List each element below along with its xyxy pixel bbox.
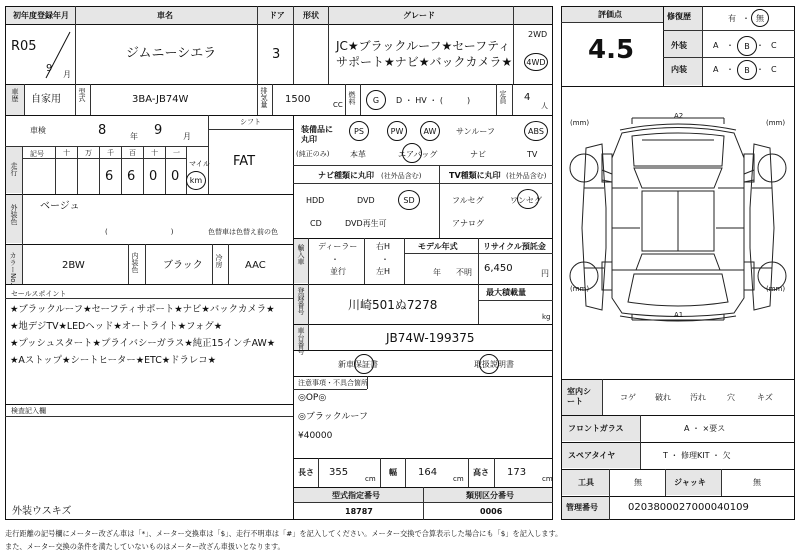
- repair-no-circle: [751, 9, 769, 27]
- max-load-unit: kg: [542, 313, 551, 321]
- spare-label: スペアタイヤ: [568, 451, 616, 460]
- color-paren: ( ): [105, 228, 174, 236]
- mileage-digit: 0: [149, 169, 158, 184]
- import-dealer: ディーラー: [318, 242, 358, 251]
- length-value: 355: [329, 467, 349, 478]
- selling-points-header: セールスポイント: [11, 290, 67, 298]
- mm-label-bl: (mm): [570, 285, 590, 293]
- displacement-label: 排気量: [260, 87, 268, 108]
- color-no-value: 2BW: [62, 260, 85, 271]
- manual-circle: [479, 354, 499, 374]
- equipment-item-circle: [420, 121, 440, 141]
- displacement-unit: CC: [333, 101, 343, 109]
- drive-2wd: 2WD: [528, 30, 548, 39]
- nav-sub: (社外品含む): [381, 172, 422, 180]
- max-load-label: 最大積載量: [486, 288, 526, 297]
- type-no-value1: 18787: [345, 507, 373, 516]
- grade-option: A: [713, 65, 719, 74]
- tools-value: 無: [634, 478, 642, 487]
- equipment-item: エアバッグ: [398, 150, 438, 159]
- tools-label: 工具: [578, 478, 594, 487]
- equipment-item: ナビ: [470, 150, 486, 159]
- repair-label: 修復歴: [667, 12, 691, 21]
- windshield-label: フロントガラス: [568, 424, 624, 433]
- grade-option: C: [771, 65, 777, 74]
- interior-color-value: ブラック: [163, 260, 203, 271]
- ac-label: 冷房: [215, 254, 223, 268]
- nav-header: ナビ種類に丸印: [318, 171, 374, 180]
- width-value: 164: [418, 467, 438, 478]
- mileage-digit-divider: [143, 146, 144, 194]
- mm-label-tl: (mm): [570, 119, 590, 127]
- width-unit: cm: [453, 475, 464, 483]
- grade-line2: サポート★ナビ★バックカメラ★: [336, 55, 513, 69]
- ac-value: AAC: [245, 260, 266, 271]
- category-label: 車歴: [11, 88, 19, 102]
- height-label: 高さ: [473, 468, 489, 477]
- mileage-digit-label: 一: [173, 149, 180, 157]
- color-note: 色替車は色替え前の色: [208, 228, 278, 236]
- first-reg-month: 9: [46, 63, 53, 74]
- import-right-h: 右H: [376, 242, 391, 251]
- selling-point-line: ★ブラックルーフ★セーフティサポート★ナビ★バックカメラ★: [10, 304, 275, 315]
- grade-option: B: [744, 41, 750, 51]
- drive-4wd: 4WD: [526, 57, 546, 67]
- first-reg-label: 初年度登録年月: [13, 11, 69, 20]
- registration-label: 登録番号: [297, 287, 305, 315]
- exterior-label: 外装: [671, 41, 687, 50]
- repair-yes: 有: [728, 14, 736, 23]
- mileage-digit-divider: [165, 146, 166, 194]
- spare-value: T ・ 修理KIT ・ 欠: [663, 451, 731, 460]
- mileage-label: 走行: [10, 162, 18, 176]
- mileage-digit: 0: [171, 169, 180, 184]
- model-year-value: 不明: [456, 268, 472, 277]
- model-label: 型式: [78, 88, 86, 102]
- score-label: 評価点: [598, 10, 622, 19]
- equipment-item: PS: [354, 126, 364, 136]
- color-value: ベージュ: [40, 201, 80, 212]
- mileage-digit-divider: [77, 146, 78, 194]
- import-left-h: 左H: [376, 267, 391, 276]
- model-value: 3BA-JB74W: [132, 94, 189, 105]
- mileage-digit-label: 百: [129, 149, 136, 157]
- grade-dot: ・: [726, 65, 734, 74]
- footer-line1: 走行距離の記号欄にメーター改ざん車は「*」、メーター交換車は「$」、走行不明車は「#」を記入してください。メーター交換で合算表示した場合にも「$」を記入します。: [5, 529, 563, 538]
- first-reg-month-unit: 月: [63, 70, 71, 79]
- seat-label: 室内シート: [567, 387, 591, 407]
- type-no-label2: 類別区分番号: [466, 491, 514, 500]
- tv-type-circle: [517, 189, 539, 209]
- width-label: 幅: [389, 468, 397, 477]
- diagram-a1: A1: [674, 311, 684, 319]
- grade-circle: [737, 36, 757, 56]
- equipment-item: TV: [527, 150, 538, 159]
- grade-circle: [737, 60, 757, 80]
- grade-option: A: [713, 41, 719, 50]
- mileage-digit-label: 十: [151, 149, 158, 157]
- tv-type: ワンセグ: [510, 196, 542, 205]
- equipment-item-circle: [387, 121, 407, 141]
- selling-point-line: ★Aストップ★シートヒーター★ETC★ドラレコ★: [10, 355, 217, 366]
- repair-no: 無: [756, 13, 764, 23]
- registration-value: 川崎501ぬ7278: [348, 298, 438, 312]
- inspection-month-unit: 月: [183, 132, 191, 141]
- type-no-value2: 0006: [480, 507, 503, 516]
- inspection-year-unit: 年: [130, 132, 138, 141]
- import-label: 輸入車: [297, 244, 305, 265]
- seat-item: 汚れ: [690, 393, 706, 402]
- equipment-item: ABS: [528, 126, 544, 136]
- displacement-value: 1500: [285, 94, 311, 105]
- category-value: 自家用: [31, 94, 61, 105]
- fuel-label: 燃料: [348, 91, 356, 105]
- inspection-year: 8: [98, 123, 107, 138]
- import-dot1: ・: [331, 255, 339, 264]
- seat-item: キズ: [757, 393, 773, 402]
- equipment-label: 装備品に丸印: [301, 125, 333, 145]
- chassis-value: JB74W-199375: [386, 331, 475, 345]
- selling-point-line: ★地デジTV★LEDヘッド★オートライト★フォグ★: [10, 321, 223, 332]
- inspector-value: 外装ウスキズ: [12, 506, 72, 517]
- equipment-item: 本革: [350, 150, 366, 159]
- chassis-label: 車台番号: [297, 327, 305, 355]
- grade-dot: ・: [756, 41, 764, 50]
- height-value: 173: [507, 467, 527, 478]
- seat-item: 穴: [727, 393, 735, 402]
- grade-line1: JC★ブラックルーフ★セーフティ: [336, 39, 511, 53]
- shift-label: シフト: [240, 118, 261, 126]
- new-car-warranty: 新車保証書: [338, 360, 378, 369]
- equipment-sub: (純正のみ): [296, 150, 330, 158]
- grade-option: C: [771, 41, 777, 50]
- drive-4wd-circle: [524, 53, 548, 71]
- interior-label: 内装: [671, 65, 687, 74]
- doors-value: 3: [272, 47, 281, 62]
- equipment-item: サンルーフ: [456, 127, 495, 136]
- door-label: ドア: [269, 11, 285, 20]
- height-unit: cm: [542, 475, 553, 483]
- seat-item: 破れ: [655, 393, 671, 402]
- mileage-digit-label: 千: [107, 149, 114, 157]
- mile-label: マイル: [189, 160, 210, 168]
- tv-header: TV種類に丸印: [449, 171, 501, 180]
- equipment-item: AW: [423, 126, 437, 136]
- grade-option: B: [744, 65, 750, 75]
- mgmt-label: 管理番号: [566, 503, 598, 512]
- shift-value: FAT: [233, 154, 256, 169]
- tv-type: アナログ: [452, 219, 484, 228]
- repair-dot: ・: [742, 14, 750, 23]
- score-value: 4.5: [588, 35, 635, 65]
- km-circle: [186, 171, 206, 190]
- equipment-item-circle: [524, 121, 548, 141]
- windshield-value: A ・ ×要ス: [684, 424, 726, 433]
- mileage-digit-label: 十: [63, 149, 70, 157]
- grade-dot: ・: [756, 65, 764, 74]
- mileage-digit: 6: [105, 169, 114, 184]
- import-dot2: ・: [381, 255, 389, 264]
- fuel-g-circle: [366, 90, 386, 110]
- first-reg-era: R05: [11, 39, 37, 54]
- grade-label: グレード: [403, 11, 435, 20]
- mileage-digit: 6: [127, 169, 136, 184]
- capacity-unit: 人: [541, 102, 548, 110]
- mileage-digit-label: 万: [85, 149, 92, 157]
- nav-type: HDD: [306, 196, 325, 205]
- notes-header: 注意事項・不具合箇所: [298, 379, 368, 387]
- nav-type: SD: [403, 195, 415, 205]
- interior-color-label: 内装色: [131, 252, 139, 273]
- mgmt-value: 0203800027000040109: [628, 502, 749, 513]
- car-name-label: 車名: [157, 11, 173, 20]
- inspection-month: 9: [154, 123, 163, 138]
- grade-dot: ・: [726, 41, 734, 50]
- capacity-label: 定員: [499, 90, 507, 104]
- recycle-unit: 円: [541, 269, 549, 278]
- mileage-digit-divider: [99, 146, 100, 194]
- model-year-label: モデル年式: [418, 242, 458, 251]
- import-parallel: 並行: [330, 267, 346, 276]
- car-diagram: [562, 88, 794, 378]
- car-name-value: ジムニーシエラ: [126, 46, 217, 61]
- tv-type: フルセグ: [452, 196, 484, 205]
- new-car-warranty-circle: [354, 354, 374, 374]
- tv-sub: (社外品含む): [506, 172, 547, 180]
- recycle-value: 6,450: [484, 263, 513, 274]
- inspector-header: 検査記入欄: [11, 407, 46, 415]
- shape-label: 形状: [303, 11, 319, 20]
- color-label: 外装色: [10, 204, 18, 225]
- manual: 取扱説明書: [474, 360, 514, 369]
- fuel-options: D ・ HV ・ ( ): [396, 96, 471, 105]
- footer-line2: また、メーター交換の条件を満たしていないものはメーター改ざん車扱いとなります。: [5, 542, 285, 551]
- notes-line2: ◎ブラックルーフ: [298, 412, 368, 422]
- recycle-label: リサイクル預託金: [483, 242, 546, 251]
- length-label: 長さ: [298, 468, 314, 477]
- km-label: km: [189, 176, 203, 185]
- notes-line1: ◎OP◎: [298, 393, 327, 403]
- type-no-label1: 型式指定番号: [332, 491, 380, 500]
- airbag-circle: [402, 143, 422, 163]
- nav-type-circle: [398, 190, 420, 210]
- fuel-g: G: [372, 95, 380, 105]
- nav-type: DVD: [357, 196, 375, 205]
- selling-point-line: ★プッシュスタート★プライバシーガラス★純正15インチAW★: [10, 338, 276, 349]
- mileage-digit-divider: [186, 146, 187, 194]
- notes-line3: ¥40000: [298, 431, 333, 441]
- diagram-a2: A2: [674, 112, 684, 120]
- length-unit: cm: [365, 475, 376, 483]
- seat-item: コゲ: [620, 393, 636, 402]
- capacity-value: 4: [524, 92, 531, 103]
- equipment-item: PW: [390, 126, 404, 136]
- inspection-label: 車検: [30, 126, 46, 135]
- mileage-digit-divider: [121, 146, 122, 194]
- mm-label-tr: (mm): [766, 119, 786, 127]
- mileage-sym-label: 記号: [30, 150, 44, 158]
- nav-type: DVD再生可: [345, 219, 387, 228]
- mm-label-br: (mm): [766, 285, 786, 293]
- jack-label: ジャッキ: [674, 478, 706, 487]
- model-year-unit: 年: [433, 268, 441, 277]
- color-no-label: カラーNo.: [9, 252, 17, 285]
- jack-value: 無: [753, 478, 761, 487]
- nav-type: CD: [310, 219, 322, 228]
- equipment-item-circle: [349, 121, 369, 141]
